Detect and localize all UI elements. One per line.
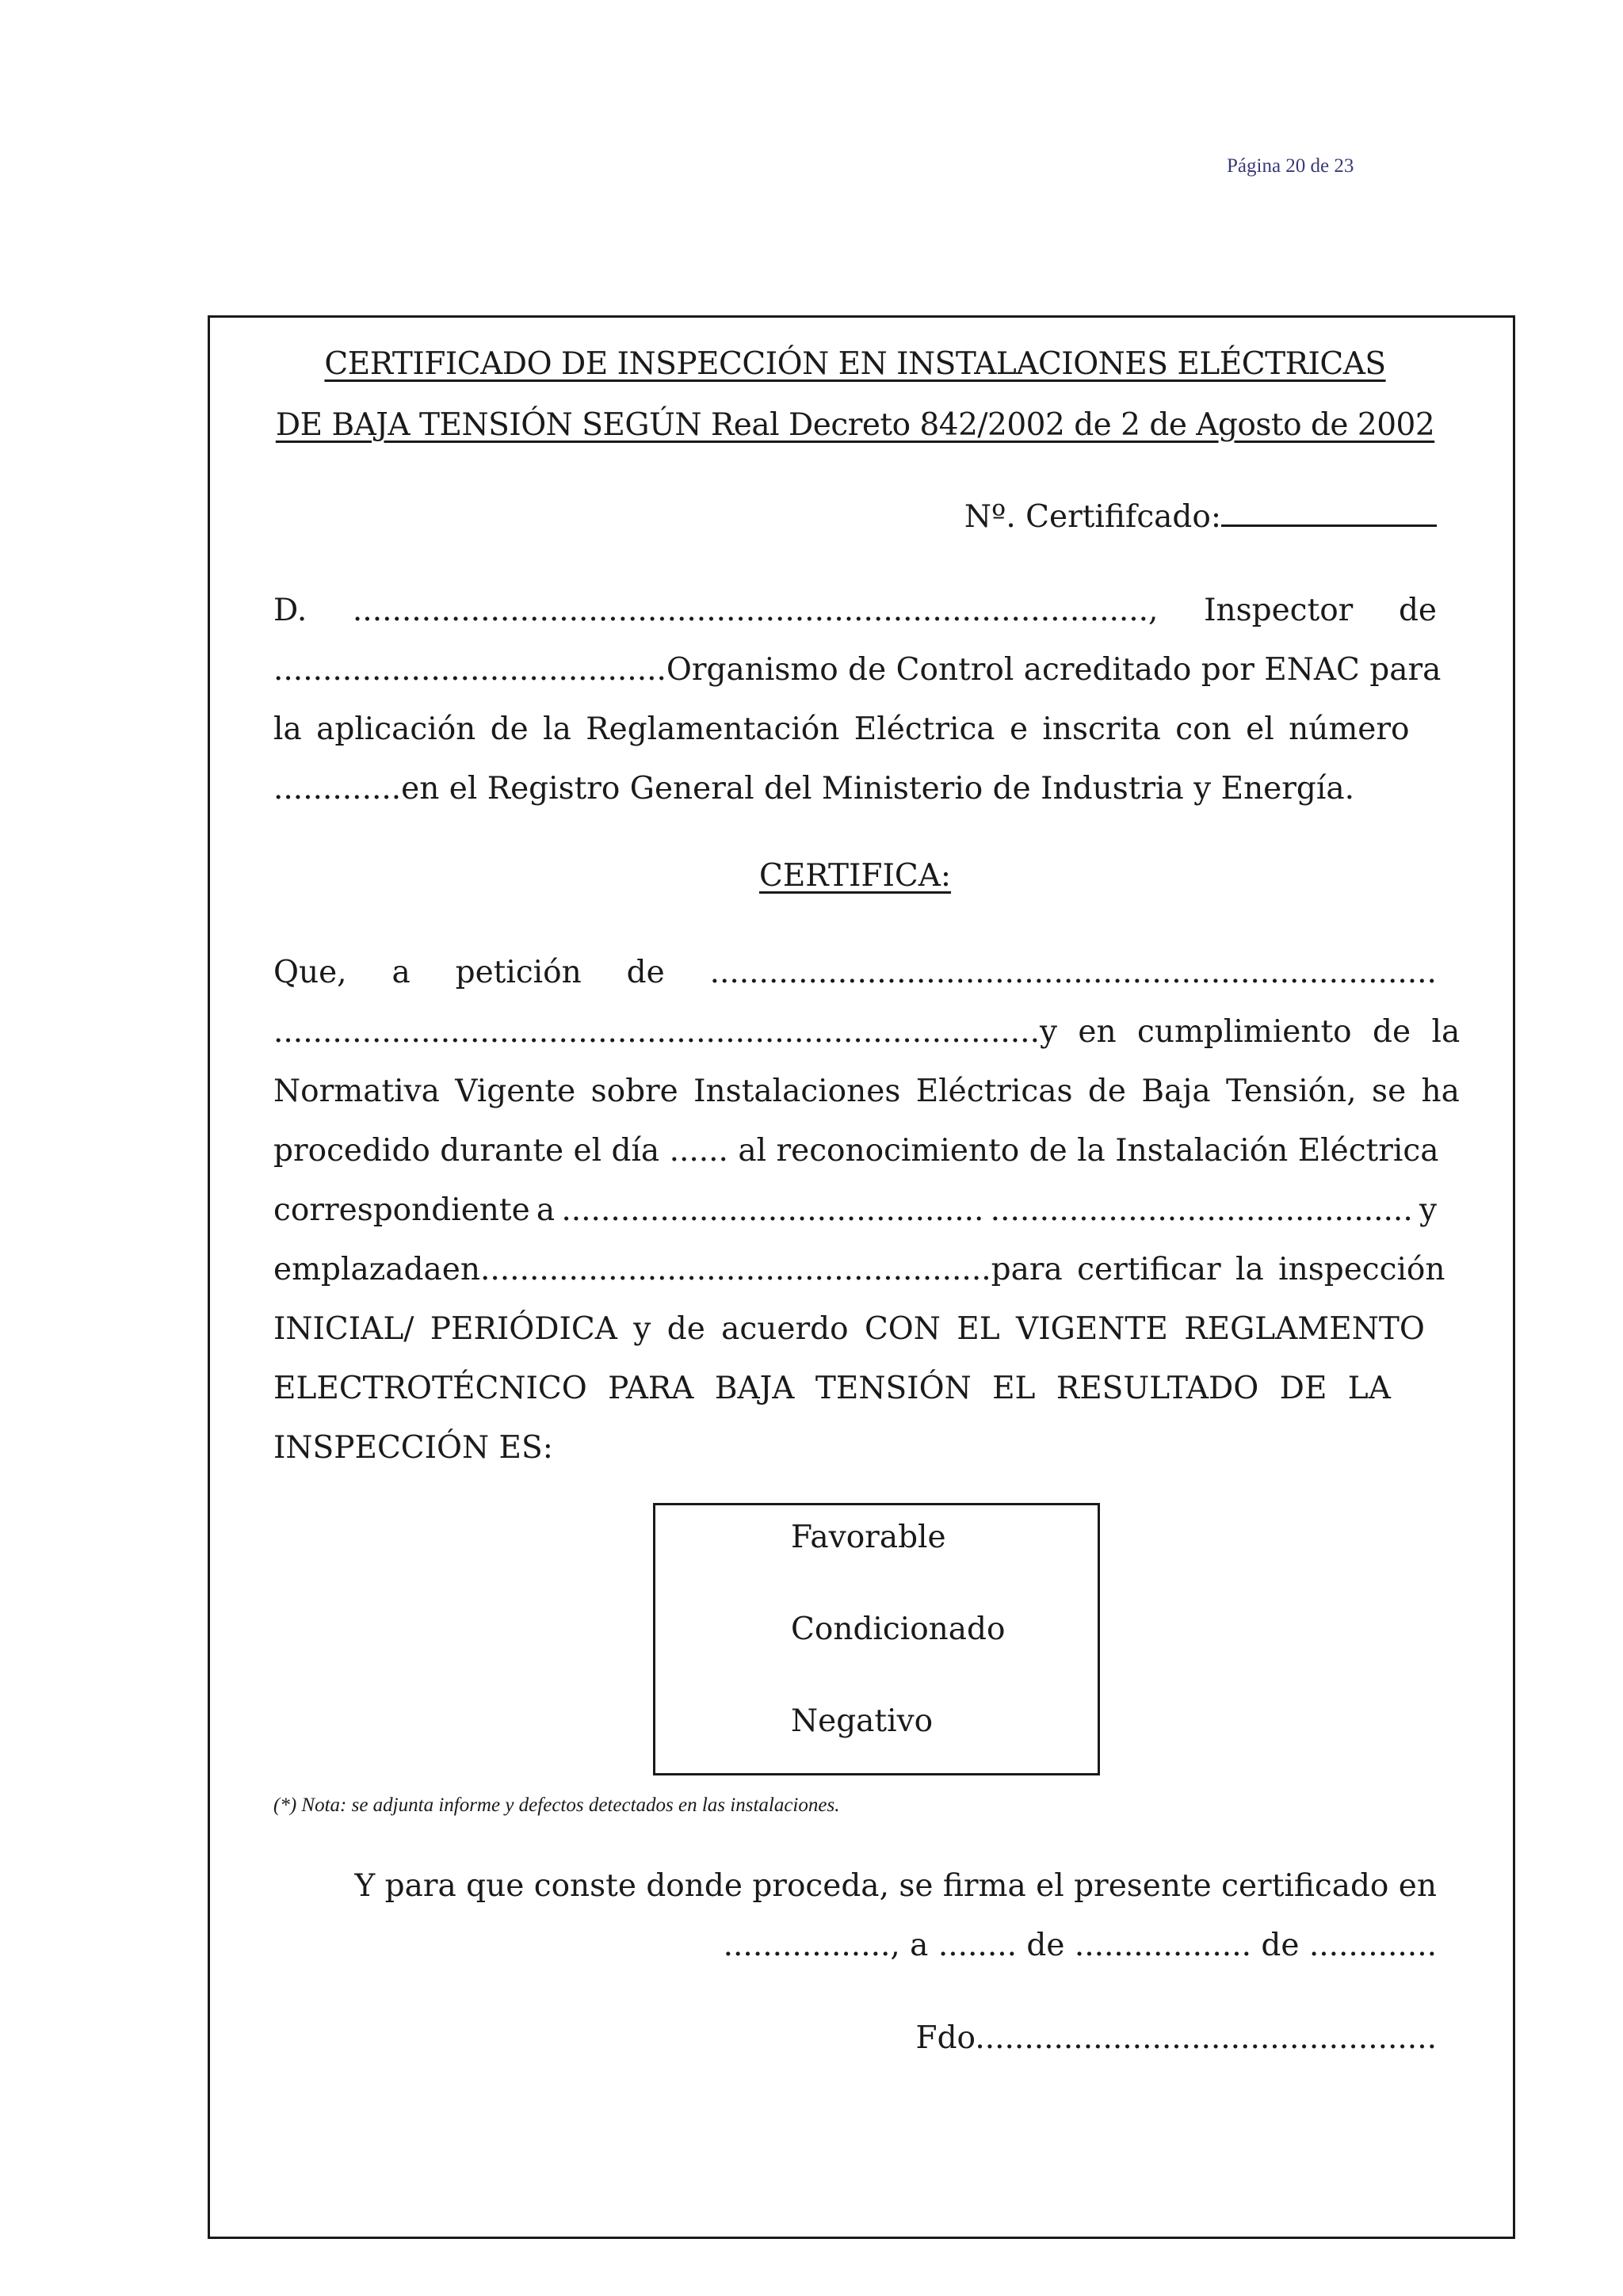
body-text: Que, <box>273 955 347 990</box>
body-line-5 <box>273 1180 1437 1240</box>
body-blank: ........................................... <box>990 1192 1413 1228</box>
body-blank: ........................................... <box>561 1192 984 1228</box>
body-line-6 <box>273 1240 1445 1299</box>
result-option-negativo: Negativo <box>791 1703 934 1739</box>
intro-paragraph <box>273 581 1442 818</box>
body-text: y <box>1419 1192 1437 1228</box>
intro-line-3 <box>273 700 1437 759</box>
body-text: ELECTROTÉCNICO PARA BAJA TENSIÓN EL RESULTADO DE LA <box>273 1371 1391 1406</box>
body-line-7 <box>273 1299 1437 1359</box>
signature-line: Fdo............................................... <box>915 2020 1437 2056</box>
certificate-number-label: Nº. Certififcado: <box>964 499 1221 535</box>
body-line-9 <box>273 1418 1437 1478</box>
body-text: INSPECCIÓN ES: <box>273 1430 553 1466</box>
body-line-1 <box>273 943 1437 1002</box>
certificate-number-blank <box>1221 524 1437 527</box>
body-text: correspondiente <box>273 1192 530 1228</box>
closing-line-1: Y para que conste donde proceda, se firma el presente certificado en <box>354 1868 1437 1904</box>
page-number: Página 20 de 23 <box>1227 155 1354 177</box>
intro-text: la aplicación de la Reglamentación Eléctrica e inscrita con el número <box>273 711 1410 747</box>
intro-line-4 <box>273 759 1437 818</box>
closing-line-2: ................., a ........ de .................. de ............. <box>723 1928 1437 1963</box>
body-text: Normativa Vigente sobre Instalaciones Eléctricas de Baja Tensión, se ha <box>273 1074 1460 1109</box>
intro-text: D. <box>273 593 307 628</box>
certificate-title-line-2: DE BAJA TENSIÓN SEGÚN Real Decreto 842/2002 de 2 de Agosto de 2002 <box>275 407 1435 443</box>
body-text: para certificar la inspección <box>991 1252 1445 1287</box>
certificate-number <box>273 499 1437 535</box>
body-line-4 <box>273 1121 1437 1180</box>
body-text: INICIAL/ PERIÓDICA y de acuerdo CON EL VIGENTE REGLAMENTO <box>273 1311 1425 1347</box>
body-line-3 <box>273 1062 1460 1121</box>
body-text: y en cumplimiento de la <box>1039 1014 1461 1050</box>
intro-text: de <box>1398 593 1437 628</box>
body-text: emplazada <box>273 1252 442 1287</box>
body-blank: .......................................................................... <box>709 955 1437 990</box>
body-text: procedido durante el día ...... al reconocimiento de la Instalación Eléctrica <box>273 1133 1439 1169</box>
intro-blank: ........................................ <box>273 652 666 688</box>
body-text: a <box>391 955 411 990</box>
footnote: (*) Nota: se adjunta informe y defectos detectados en las instalaciones. <box>273 1794 840 1816</box>
intro-text: Inspector <box>1204 593 1354 628</box>
intro-text: Organismo de Control acreditado por ENAC para <box>666 652 1442 688</box>
intro-line-1 <box>273 581 1437 640</box>
certifica-heading: CERTIFICA: <box>758 858 952 894</box>
body-line-8 <box>273 1359 1437 1418</box>
body-text: a <box>536 1192 556 1228</box>
body-text: petición <box>455 955 582 990</box>
intro-blank: ................................................................................., <box>352 593 1159 628</box>
intro-text: .............en el Registro General del Ministerio de Industria y Energía. <box>273 771 1354 807</box>
body-text: en <box>441 1252 480 1287</box>
body-blank: .................................................... <box>479 1252 991 1287</box>
certificate-title-line-1: CERTIFICADO DE INSPECCIÓN EN INSTALACIONES ELÉCTRICAS <box>324 346 1386 382</box>
body-line-2 <box>273 1002 1461 1062</box>
intro-line-2 <box>273 640 1442 700</box>
body-paragraph <box>273 943 1461 1478</box>
body-text: de <box>626 955 665 990</box>
body-blank: .............................................................................. <box>273 1014 1040 1050</box>
result-option-condicionado: Condicionado <box>791 1611 1006 1647</box>
result-option-favorable: Favorable <box>791 1520 946 1555</box>
